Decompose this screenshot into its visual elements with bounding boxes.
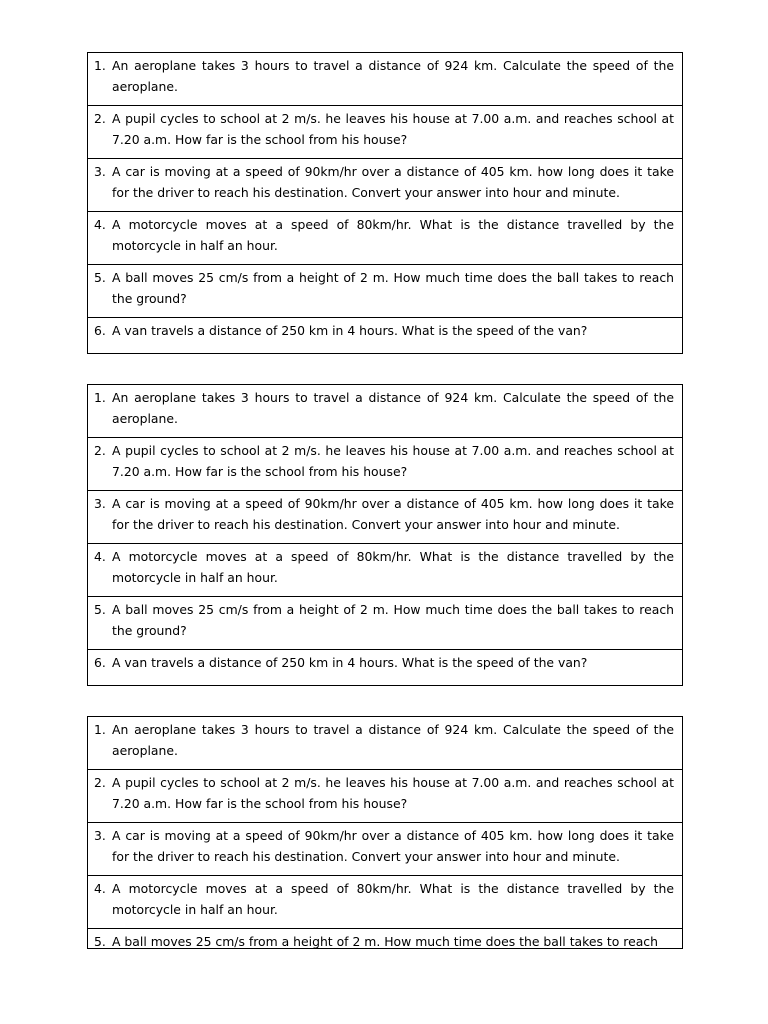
question-text: An aeroplane takes 3 hours to travel a distance of 924 km. Calculate the speed of the aeroplane. bbox=[112, 58, 674, 94]
question-number: 6. bbox=[94, 655, 106, 670]
question-row bbox=[88, 717, 682, 769]
question-text: A van travels a distance of 250 km in 4 hours. What is the speed of the van? bbox=[112, 655, 588, 670]
question-row bbox=[88, 543, 682, 596]
question-row bbox=[88, 158, 682, 211]
question-number: 5. bbox=[94, 602, 106, 617]
question-number: 4. bbox=[94, 217, 106, 232]
question-number: 5. bbox=[94, 270, 106, 285]
question-text: A ball moves 25 cm/s from a height of 2 m. How much time does the ball takes to reach bbox=[112, 934, 658, 949]
worksheet-table-2 bbox=[87, 384, 683, 686]
question-text: A pupil cycles to school at 2 m/s. he leaves his house at 7.00 a.m. and reaches school at 7.20 a.m. How far is the school from his house? bbox=[112, 111, 674, 147]
question-row bbox=[88, 822, 682, 875]
question-text: A motorcycle moves at a speed of 80km/hr. What is the distance travelled by the motorcycle in half an hour. bbox=[112, 217, 674, 253]
question-row bbox=[88, 437, 682, 490]
question-row bbox=[88, 53, 682, 105]
question-number: 1. bbox=[94, 390, 106, 405]
question-text: A motorcycle moves at a speed of 80km/hr. What is the distance travelled by the motorcycle in half an hour. bbox=[112, 549, 674, 585]
question-text: A car is moving at a speed of 90km/hr over a distance of 405 km. how long does it take for the driver to reach his destination. Convert your answer into hour and minute. bbox=[112, 828, 674, 864]
question-number: 2. bbox=[94, 111, 106, 126]
question-number: 5. bbox=[94, 934, 106, 949]
question-row bbox=[88, 211, 682, 264]
question-text: A van travels a distance of 250 km in 4 hours. What is the speed of the van? bbox=[112, 323, 588, 338]
question-text: A motorcycle moves at a speed of 80km/hr. What is the distance travelled by the motorcycle in half an hour. bbox=[112, 881, 674, 917]
question-text: An aeroplane takes 3 hours to travel a distance of 924 km. Calculate the speed of the aeroplane. bbox=[112, 390, 674, 426]
question-text: A car is moving at a speed of 90km/hr over a distance of 405 km. how long does it take for the driver to reach his destination. Convert your answer into hour and minute. bbox=[112, 496, 674, 532]
question-row bbox=[88, 385, 682, 437]
question-row bbox=[88, 105, 682, 158]
question-number: 1. bbox=[94, 58, 106, 73]
question-row bbox=[88, 317, 682, 351]
question-number: 4. bbox=[94, 549, 106, 564]
question-row bbox=[88, 649, 682, 683]
question-text: A pupil cycles to school at 2 m/s. he leaves his house at 7.00 a.m. and reaches school at 7.20 a.m. How far is the school from his house? bbox=[112, 775, 674, 811]
question-text: An aeroplane takes 3 hours to travel a distance of 924 km. Calculate the speed of the aeroplane. bbox=[112, 722, 674, 758]
question-text: A ball moves 25 cm/s from a height of 2 m. How much time does the ball takes to reach the ground? bbox=[112, 602, 674, 638]
question-row bbox=[88, 875, 682, 928]
question-row bbox=[88, 596, 682, 649]
question-number: 3. bbox=[94, 828, 106, 843]
question-number: 4. bbox=[94, 881, 106, 896]
question-row bbox=[88, 264, 682, 317]
question-text: A ball moves 25 cm/s from a height of 2 m. How much time does the ball takes to reach the ground? bbox=[112, 270, 674, 306]
worksheet-table-1 bbox=[87, 52, 683, 354]
question-number: 2. bbox=[94, 775, 106, 790]
question-row bbox=[88, 769, 682, 822]
question-number: 3. bbox=[94, 164, 106, 179]
question-number: 3. bbox=[94, 496, 106, 511]
question-row bbox=[88, 928, 682, 949]
question-row bbox=[88, 490, 682, 543]
question-number: 2. bbox=[94, 443, 106, 458]
question-number: 6. bbox=[94, 323, 106, 338]
worksheet-table-3 bbox=[87, 716, 683, 949]
question-text: A pupil cycles to school at 2 m/s. he leaves his house at 7.00 a.m. and reaches school at 7.20 a.m. How far is the school from his house? bbox=[112, 443, 674, 479]
question-number: 1. bbox=[94, 722, 106, 737]
question-text: A car is moving at a speed of 90km/hr over a distance of 405 km. how long does it take for the driver to reach his destination. Convert your answer into hour and minute. bbox=[112, 164, 674, 200]
